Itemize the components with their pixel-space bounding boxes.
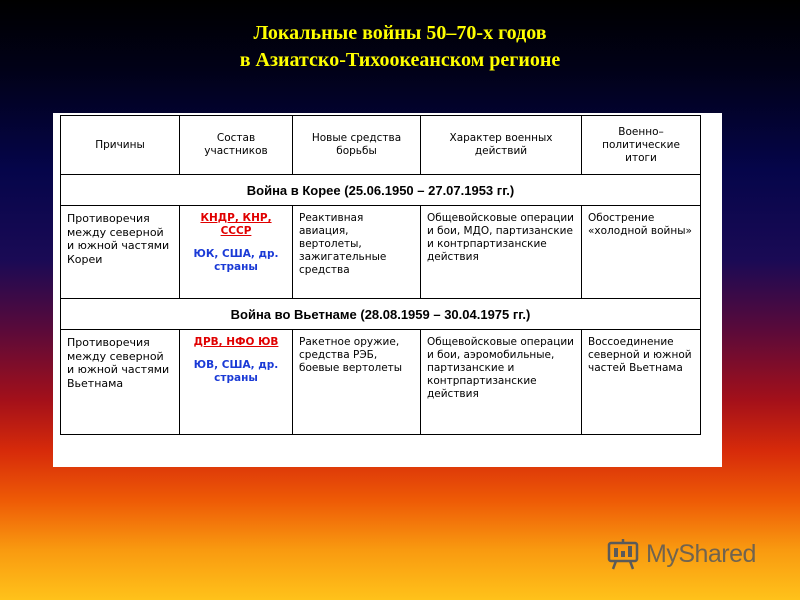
cell-participants	[180, 330, 293, 435]
cell-cause: Противоречия между северной и южной частями Вьетнама	[61, 330, 180, 435]
watermark-text: MyShared	[646, 539, 756, 568]
cell-means: Реактивная авиация, вертолеты, зажигательные средства	[293, 206, 421, 299]
participants-side-a: ДРВ, НФО ЮВ	[193, 336, 279, 348]
cell-results: Обострение «холодной войны»	[582, 206, 701, 299]
section-title-korea: Война в Корее (25.06.1950 – 27.07.1953 гг.)	[61, 175, 701, 206]
cell-means: Ракетное оружие, средства РЭБ, боевые вертолеты	[293, 330, 421, 435]
cell-actions: Общевойсковые операции и бои, аэромобильные, партизанские и контрпартизанские действия	[421, 330, 582, 435]
section-title-vietnam: Война во Вьетнаме (28.08.1959 – 30.04.1975 гг.)	[61, 299, 701, 330]
table-panel	[53, 113, 722, 467]
participants-side-b: ЮВ, США, др. страны	[193, 359, 279, 384]
title-line-1: Локальные войны 50–70-х годов	[253, 22, 547, 44]
header-results: Военно–политические итоги	[582, 116, 701, 175]
header-causes: Причины	[61, 116, 180, 175]
cell-participants	[180, 206, 293, 299]
header-means: Новые средства борьбы	[293, 116, 421, 175]
header-actions: Характер военных действий	[421, 116, 582, 175]
cell-cause: Противоречия между северной и южной частями Кореи	[61, 206, 180, 299]
section-row-korea	[61, 175, 701, 206]
presentation-board-icon	[606, 537, 640, 571]
table-header-row	[61, 116, 701, 175]
wars-table	[60, 115, 701, 435]
myshared-watermark	[606, 536, 776, 572]
cell-actions: Общевойсковые операции и бои, МДО, партизанские и контрпартизанские действия	[421, 206, 582, 299]
header-participants: Состав участников	[180, 116, 293, 175]
table-row	[61, 206, 701, 299]
title-line-2: в Азиатско-Тихоокеанском регионе	[239, 49, 561, 71]
slide-title	[0, 20, 800, 74]
participants-side-b: ЮК, США, др. страны	[193, 248, 279, 273]
table-row	[61, 330, 701, 435]
section-row-vietnam	[61, 299, 701, 330]
cell-results: Воссоединение северной и южной частей Вьетнама	[582, 330, 701, 435]
participants-side-a: КНДР, КНР, СССР	[200, 212, 272, 237]
